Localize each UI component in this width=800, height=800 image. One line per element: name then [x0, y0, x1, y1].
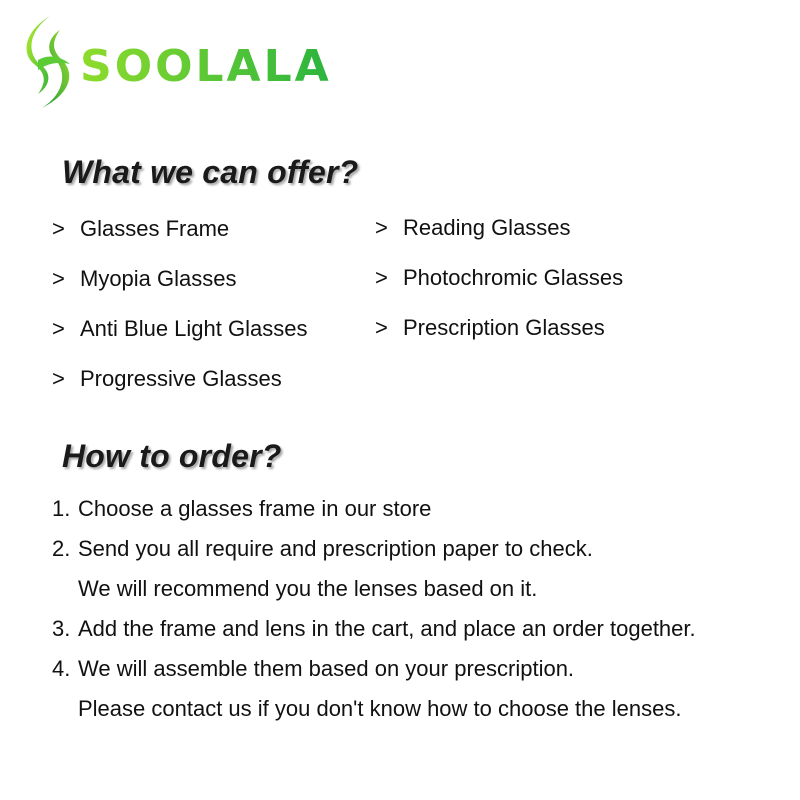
step-text: Send you all require and prescription paper to check. [78, 536, 593, 561]
list-item [375, 263, 623, 313]
offer-item-label: Anti Blue Light Glasses [80, 316, 308, 341]
arrow-bullet: > [52, 366, 65, 391]
arrow-bullet: > [375, 265, 388, 290]
arrow-bullet: > [375, 315, 388, 340]
brand-logo [20, 14, 350, 110]
step-text: Add the frame and lens in the cart, and place an order together. [78, 616, 696, 641]
order-step-4 [52, 654, 696, 734]
leaf-emblem-icon [27, 16, 70, 108]
step-text-continued: Please contact us if you don't know how to choose the lenses. [78, 696, 682, 721]
order-step-3 [52, 614, 696, 654]
offer-item-label: Prescription Glasses [403, 315, 605, 340]
order-step-1 [52, 494, 696, 534]
offer-item-label: Glasses Frame [80, 216, 230, 241]
step-text-continued: We will recommend you the lenses based on it. [78, 576, 538, 601]
offer-list-right [375, 213, 623, 363]
order-step-2 [52, 534, 696, 614]
offer-item-label: Photochromic Glasses [403, 265, 624, 290]
list-item [375, 213, 623, 263]
order-heading: How to order? [62, 438, 282, 474]
offer-heading: What we can offer? [62, 154, 359, 190]
step-text: Choose a glasses frame in our store [78, 496, 432, 521]
list-item [375, 313, 623, 363]
logo-graphic [20, 14, 350, 110]
step-number: 1. [52, 496, 71, 521]
order-steps [52, 494, 696, 734]
step-number: 3. [52, 616, 71, 641]
arrow-bullet: > [52, 216, 65, 241]
arrow-bullet: > [52, 266, 65, 291]
offer-list-left [52, 214, 307, 414]
brand-name: SOOLALA [80, 41, 332, 92]
list-item [52, 214, 307, 264]
step-text: We will assemble them based on your prescription. [78, 656, 575, 681]
offer-item-label: Progressive Glasses [80, 366, 282, 391]
arrow-bullet: > [375, 215, 388, 240]
step-number: 4. [52, 656, 71, 681]
offer-item-label: Myopia Glasses [80, 266, 237, 291]
list-item [52, 364, 307, 414]
list-item [52, 264, 307, 314]
offer-item-label: Reading Glasses [403, 215, 571, 240]
list-item [52, 314, 307, 364]
arrow-bullet: > [52, 316, 65, 341]
step-number: 2. [52, 536, 71, 561]
